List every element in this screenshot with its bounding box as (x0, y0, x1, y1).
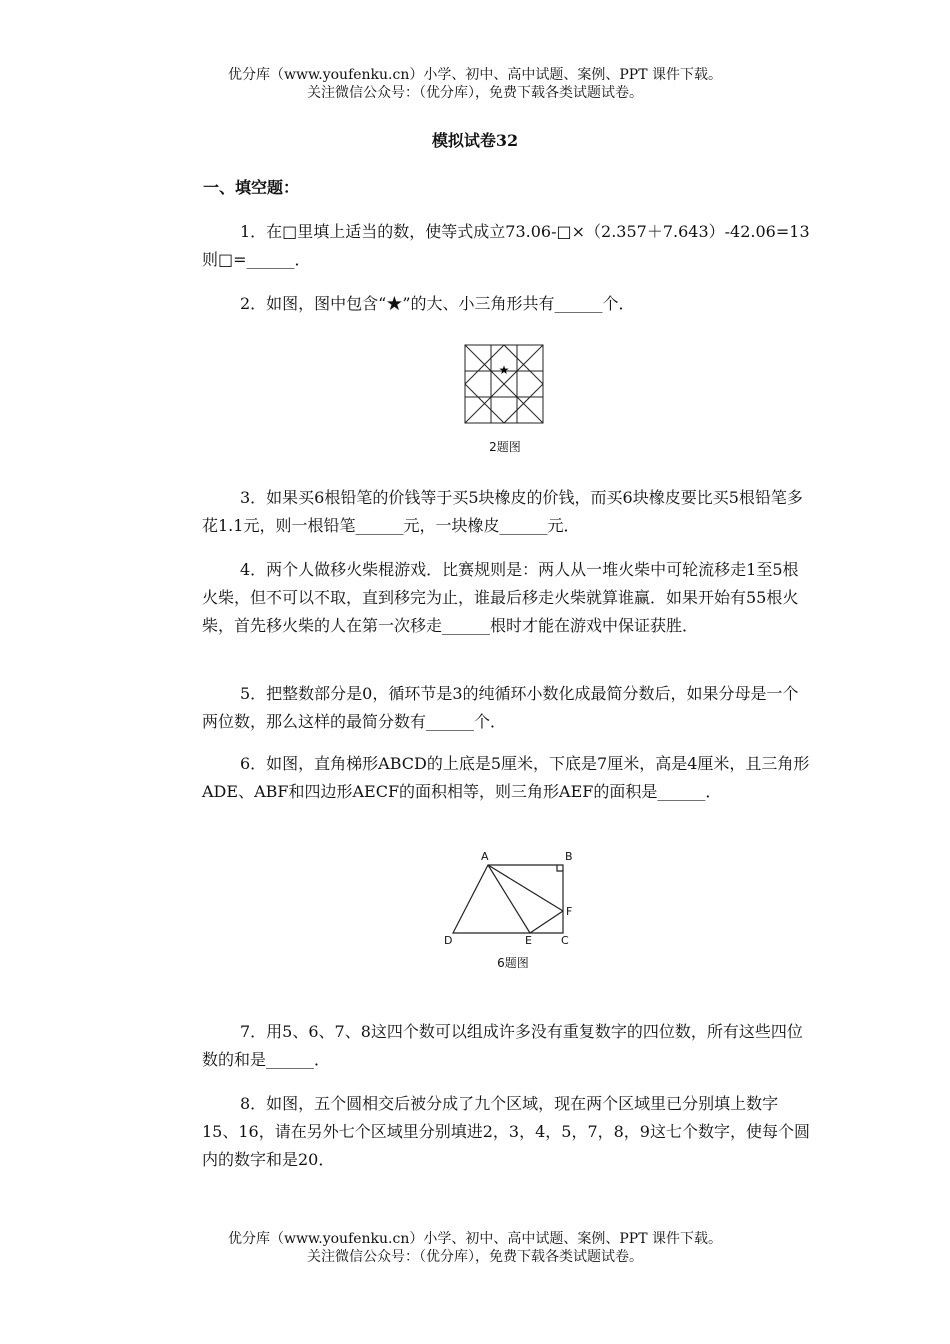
header-line-1: 优分库（www.youfenku.cn）小学、初中、高中试题、案例、PPT 课件下载。 (227, 67, 722, 83)
page-title: 模拟试卷32 (431, 131, 519, 150)
fig6-label-c: C (561, 934, 569, 945)
figure-6-trapezoid (438, 845, 588, 945)
fig2-star-marker: ★ (498, 363, 510, 377)
question-3-text: 3．如果买6根铅笔的价钱等于买5块橡皮的价钱，而买6块橡皮要比买5根铅笔多花1.1元，则一根铅笔______元，一块橡皮______元． (202, 488, 803, 535)
question-2 (202, 290, 812, 318)
footer-line-1: 优分库（www.youfenku.cn）小学、初中、高中试题、案例、PPT 课件下载。 (227, 1231, 722, 1247)
figure-2-triangle-grid (460, 340, 550, 430)
question-8 (202, 1090, 812, 1174)
question-4-text: 4．两个人做移火柴棍游戏．比赛规则是：两人从一堆火柴中可轮流移走1至5根火柴，但不可以不取，直到移完为止，谁最后移走火柴就算谁赢．如果开始有55根火柴，首先移火柴的人在第一次移走______根时才能在游戏中保证获胜． (202, 560, 799, 635)
question-7-text: 7．用5、6、7、8这四个数可以组成许多没有重复数字的四位数，所有这些四位数的和是______． (202, 1022, 803, 1069)
fig6-label-f: F (566, 905, 573, 918)
fig6-label-d: D (444, 934, 453, 945)
question-6 (202, 750, 812, 806)
fig6-line-af (488, 865, 563, 911)
question-5 (202, 680, 812, 736)
question-7 (202, 1018, 812, 1074)
fig6-label-a: A (481, 850, 489, 863)
page-header (0, 66, 950, 102)
figure-2-caption: 2题图 (489, 440, 521, 454)
page-footer (0, 1230, 950, 1266)
header-line-2: 关注微信公众号：（优分库），免费下载各类试题试卷。 (307, 85, 643, 101)
fig6-right-angle-mark (557, 865, 563, 871)
section-heading: 一、填空题： (203, 178, 300, 197)
footer-line-2: 关注微信公众号：（优分库），免费下载各类试题试卷。 (307, 1249, 643, 1265)
question-1-text: 1．在□里填上适当的数，使等式成立73.06-□×（2.357＋7.643）-42.06=13 则□=______． (202, 222, 810, 269)
question-4 (202, 556, 812, 640)
fig6-trapezoid-outline (453, 865, 563, 933)
fig6-label-e: E (525, 934, 532, 945)
question-8-text: 8．如图，五个圆相交后被分成了九个区域，现在两个区域里已分别填上数字15、16，请在另外七个区域里分别填进2，3，4，5，7，8，9这七个数字，使每个圆内的数字和是20． (202, 1094, 810, 1169)
question-2-text: 2．如图，图中包含“★”的大、小三角形共有______个． (240, 294, 635, 313)
question-1 (202, 218, 812, 274)
figure-6-caption: 6题图 (497, 956, 529, 970)
question-3 (202, 484, 812, 540)
fig6-line-ae (488, 865, 530, 933)
question-6-text: 6．如图，直角梯形ABCD的上底是5厘米，下底是7厘米，高是4厘米，且三角形ADE、ABF和四边形AECF的面积相等，则三角形AEF的面积是______． (202, 754, 810, 801)
fig6-line-ef (530, 911, 563, 933)
fig6-label-b: B (565, 850, 573, 863)
question-5-text: 5．把整数部分是0，循环节是3的纯循环小数化成最简分数后，如果分母是一个两位数，那么这样的最简分数有______个． (202, 684, 799, 731)
